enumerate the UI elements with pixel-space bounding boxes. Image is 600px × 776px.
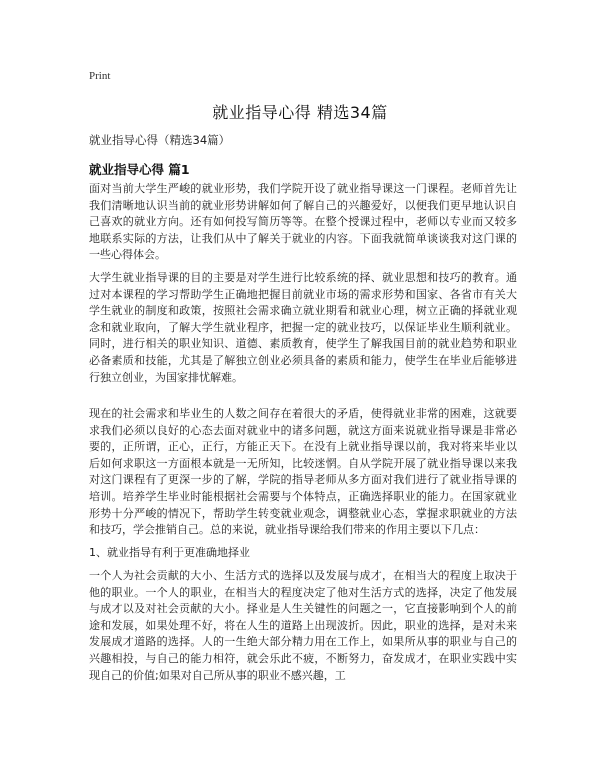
page-title: 就业指导心得 精选34篇 [212, 103, 388, 122]
paragraph-career-choice: 一个人为社会贡献的大小、生活方式的选择以及发展与成才，在相当大的程度上取决于他的职业。一个人的职业，在相当大的程度决定了他对生活方式的选择，决定了他发展与成才以及对社会贡献的大小。择业是人生关键性的问题之一，它直接影响到个人的前途和发展，如果处理不好，将在人生的道路上出现波折。因此，职业的选择，是对未来发展成才道路的选择。人的一生绝大部分精力用在工作上，如果所从事的职业与自己的兴趣相投，与自己的能力相符，就会乐此不疲，不断努力，奋发成才，在职业实践中实现自己的价值;如果对自己所从事的职业不感兴趣，工 [89, 569, 517, 682]
print-label: Print [89, 70, 111, 82]
section-heading: 就业指导心得 篇1 [89, 162, 190, 177]
paragraph-need: 现在的社会需求和毕业生的人数之间存在着很大的矛盾，使得就业非常的困难，这就要求我们必须以良好的心态去面对就业中的诸多问题，就这方面来说就业指导课是非常必要的，正所谓，正心，正行，方能正天下。在没有上就业指导课以前，我对将来毕业以后如何求职这一方面根本就是一无所知，比较迷惘。自从学院开展了就业指导课以来我对这门课程有了更深一步的了解，学院的指导老师从多方面对我们进行了就业指导课的培训。培养学生毕业时能根据社会需要与个体特点，正确选择职业的能力。在国家就业形势十分严峻的情况下，帮助学生转变就业观念，调整就业心态，掌握求职就业的方法和技巧，学会推销自己。总的来说，就业指导课给我们带来的作用主要以下几点： [89, 407, 517, 537]
paragraph-intro: 面对当前大学生严峻的就业形势，我们学院开设了就业指导课这一门课程。老师首先让我们清晰地认识当前的就业形势讲解如何了解自己的兴趣爱好，以便我们更早地认识自己喜欢的就业方向。还有如何投写简历等等。在整个授课过程中，老师以专业而又较多地联系实际的方法，让我们从中了解关于就业的内容。下面我就简单谈谈我对这门课的一些心得体会。 [89, 182, 517, 262]
list-item-heading: 1、就业指导有利于更准确地择业 [89, 546, 250, 559]
document-subtitle: 就业指导心得（精选34篇） [89, 133, 231, 147]
paragraph-purpose: 大学生就业指导课的目的主要是对学生进行比较系统的择、就业思想和技巧的教育。通过对本课程的学习帮助学生正确地把握目前就业市场的需求形势和国家、各省市有关大学生就业的制度和政策，按照社会需求确立就业期看和就业心理，树立正确的择就业观念和就业取向，了解大学生就业程序，把握一定的就业技巧，以保证毕业生顺利就业。同时，进行相关的职业知识、道德、素质教育，使学生了解我国目前的就业趋势和职业必备素质和技能，尤其是了解独立创业必须具备的素质和能力，使学生在毕业后能够进行独立创业，为国家排忧解难。 [89, 271, 517, 384]
